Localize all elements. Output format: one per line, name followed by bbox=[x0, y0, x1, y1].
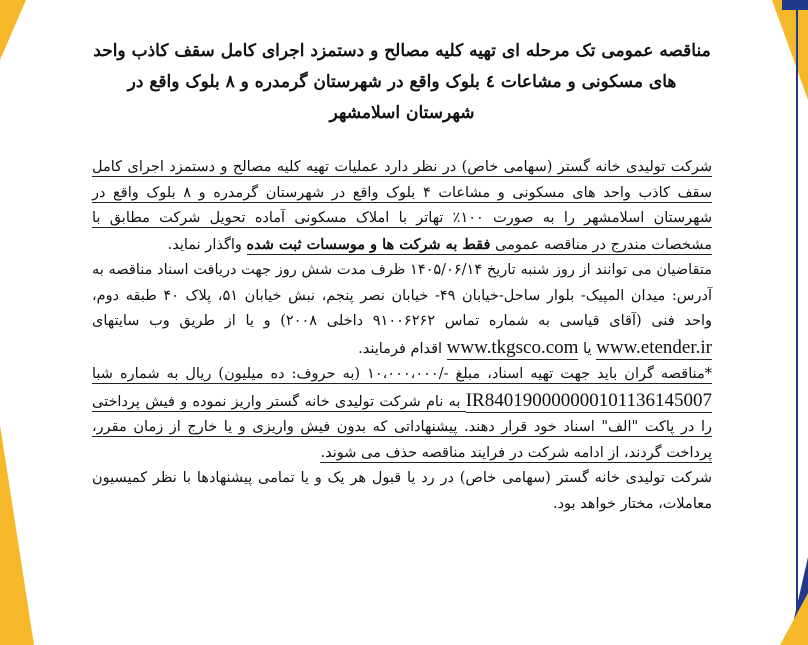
corner-decoration-top-right bbox=[772, 0, 808, 100]
intro-paragraph bbox=[92, 155, 712, 258]
intro-text: شرکت تولیدی خانه گستر (سهامی خاص) در نظر دارد عملیات تهیه کلیه مصالح و دستمزد اجرای کامل سقف کاذب واحد های مسکونی و مشاعات ۴ بلوک واقع در شهرستان گرمدره و ۸ بلوک واقع در شهرستان اسلامشهر را به صورت ۱۰۰٪ تهاتر با املاک مسکونی آماده تحویل شرکت مطابق با مشخصات مندرج در مناقصه عمومی bbox=[92, 159, 712, 253]
rights-paragraph: شرکت تولیدی خانه گستر (سهامی خاص) در رد یا قبول هر یک و یا تمامی پیشنهادها با نظر کمیسیون معاملات، مختار خواهد بود. bbox=[92, 470, 712, 512]
tkgsco-link[interactable]: www.tkgsco.com bbox=[446, 336, 579, 358]
iban-number: IR840190000000101136145007 bbox=[465, 389, 712, 411]
etender-link[interactable]: www.etender.ir bbox=[596, 336, 712, 358]
right-edge-line bbox=[796, 0, 798, 645]
intro-emphasis: فقط به شرکت ها و موسسات ثبت شده bbox=[246, 235, 491, 253]
documents-end: اقدام فرمایند. bbox=[358, 340, 447, 357]
intro-end: واگذار نماید. bbox=[167, 236, 247, 253]
corner-decoration-top-left bbox=[0, 0, 26, 60]
notice-document bbox=[92, 36, 712, 517]
notice-title: مناقصه عمومی تک مرحله ای تهیه کلیه مصالح و دستمزد اجرای کامل سقف کاذب واحد های مسکونی و مشاعات ٤ بلوک واقع در شهرستان گرمدره و ٨ بلوک واقع در شهرستان اسلامشهر bbox=[93, 41, 711, 123]
payment-paragraph bbox=[92, 362, 712, 466]
or-text: یا bbox=[578, 340, 597, 357]
payment-end: به نام شرکت تولیدی خانه گستر واریز نموده و فیش پرداختی را در پاکت "الف" اسناد خود قرار دهند. پیشنهاداتی که بدون فیش واریزی و یا خارج از زمان مقرر، پرداخت گردند، از ادامه شرکت در فرایند مناقصه حذف می شوند. bbox=[92, 393, 712, 461]
documents-paragraph bbox=[92, 258, 712, 362]
payment-text: *مناقصه گران باید جهت تهیه اسناد، مبلغ -/۱۰،۰۰۰،۰۰۰ (به حروف: ده میلیون) ریال به شماره شبا bbox=[92, 366, 712, 382]
documents-text: متقاضیان می توانند از روز شنبه تاریخ ۱۴۰۵/۰۶/۱۴ ظرف مدت شش روز جهت دریافت اسناد مناقصه به آدرس: میدان المپیک- بلوار ساحل-خیابان ۴۹- خیابان نصر پنجم، نبش خیابان ۵۱، پلاک ۴۰ طبقه دوم، واحد فنی (آقای قیاسی به شماره تماس ۹۱۰۰۶۲۶۲ داخلی ۲۰۰۸) و یا از طریق وب سایتهای bbox=[92, 262, 712, 329]
corner-decoration-bottom-right bbox=[780, 593, 808, 645]
corner-decoration-bottom-left bbox=[0, 425, 34, 645]
corner-stripe-top-right bbox=[782, 0, 808, 10]
